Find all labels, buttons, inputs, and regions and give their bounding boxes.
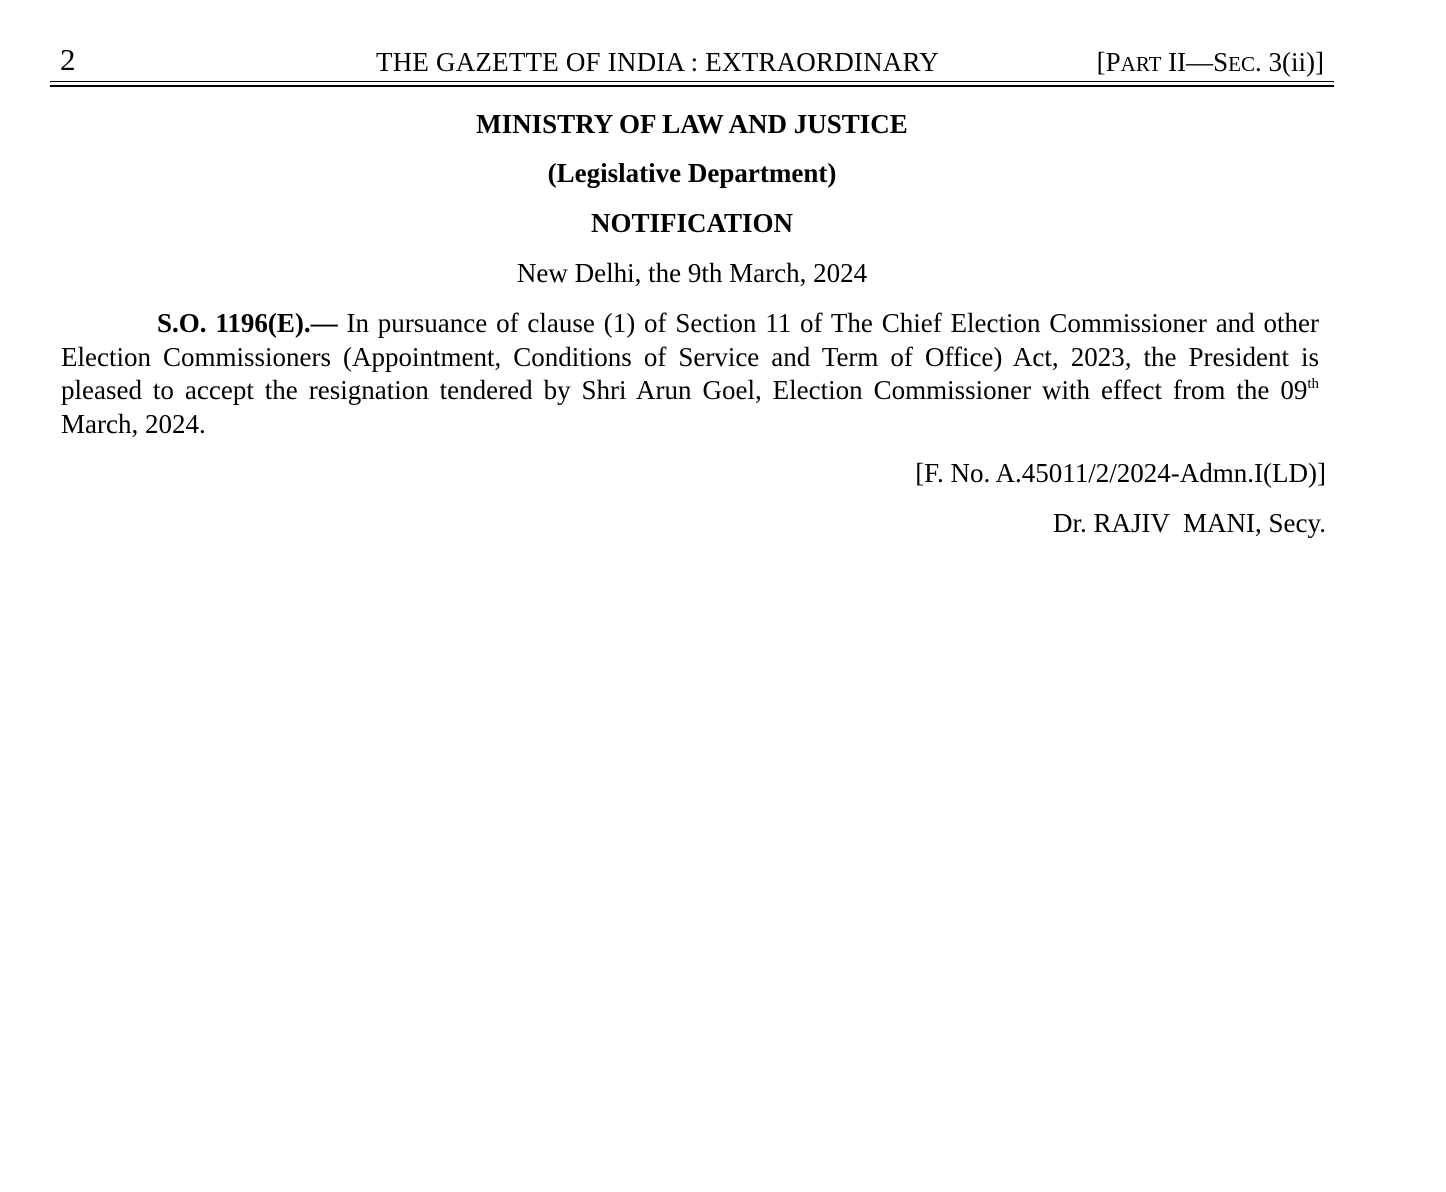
page-header bbox=[50, 42, 1334, 82]
header-rule-thin bbox=[50, 81, 1334, 82]
body-ordinal-suffix: th bbox=[1307, 376, 1319, 392]
order-number: S.O. 1196(E).— bbox=[157, 308, 338, 338]
gazette-title: THE GAZETTE OF INDIA : EXTRAORDINARY bbox=[376, 47, 939, 77]
notification-body bbox=[61, 307, 1319, 441]
ministry-title: MINISTRY OF LAW AND JUSTICE bbox=[476, 109, 908, 139]
header-rule-thick bbox=[50, 85, 1334, 87]
place-date: New Delhi, the 9th March, 2024 bbox=[516, 258, 868, 288]
part-section-label: [PART II—SEC. 3(ii)] bbox=[1096, 47, 1324, 77]
page-number: 2 bbox=[60, 42, 76, 77]
signatory: Dr. RAJIV MANI, Secy. bbox=[1053, 508, 1326, 538]
body-text-main: In pursuance of clause (1) of Section 11 of The Chief Election Commissioner and other Election Commissioners (Appointment, Conditions of Service and Term of Office) Act, 2023, the President is pleased to accept the resignation tendered by Shri Arun Goel, Election Commissioner with effect from the 09 bbox=[61, 308, 1319, 405]
file-number: [F. No. A.45011/2/2024-Admn.I(LD)] bbox=[915, 458, 1326, 488]
body-text-end: March, 2024. bbox=[61, 408, 206, 439]
department-title: (Legislative Department) bbox=[547, 158, 837, 188]
notification-heading: NOTIFICATION bbox=[590, 208, 794, 238]
